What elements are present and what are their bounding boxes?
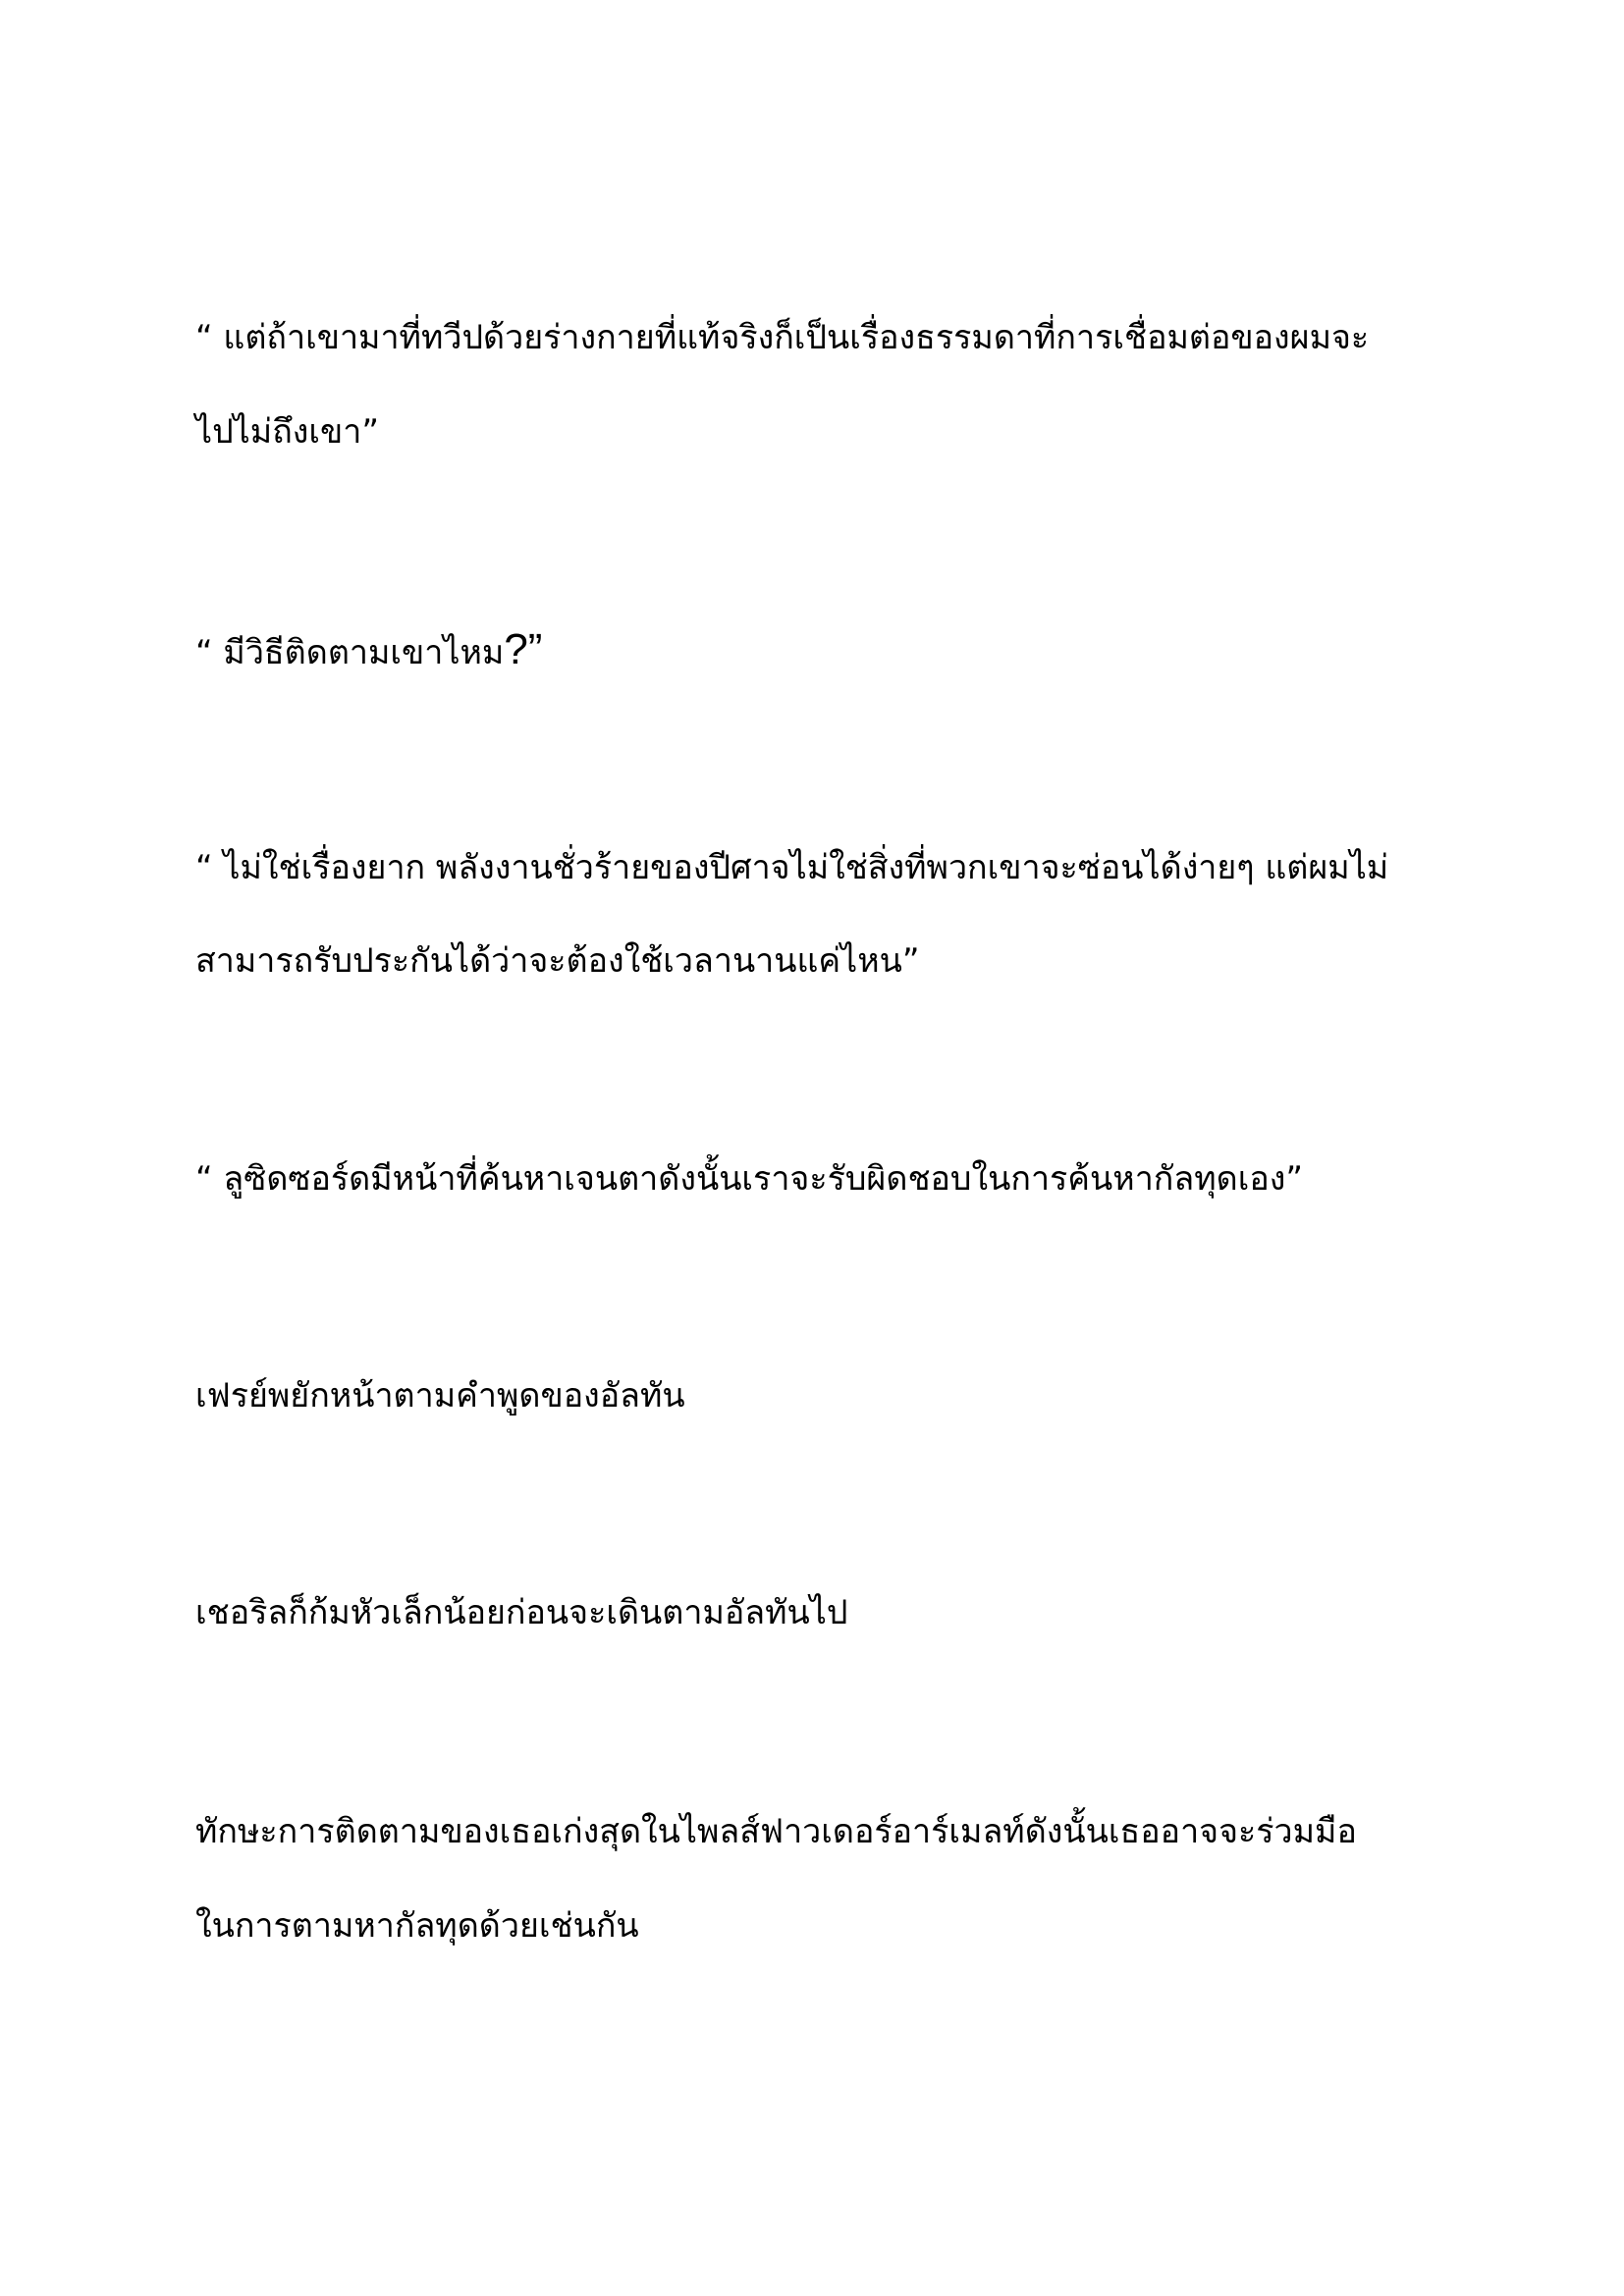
paragraph-7-line-1: ทักษะการติดตามของเธอเก่งสุดในไพลส์ฟาวเดอร์อาร์เมลท์ดังนั้นเธออาจจะร่วมมือ — [195, 1812, 1357, 1851]
paragraph-4-line-1: “ ลูซิดซอร์ดมีหน้าที่ค้นหาเจนตาดังนั้นเราจะรับผิดชอบในการค้นหากัลทุดเอง” — [195, 1159, 1303, 1199]
paragraph-3-line-1: “ ไม่ใช่เรื่องยาก พลังงานชั่วร้ายของปีศาจไม่ใช่สิ่งที่พวกเขาจะซ่อนได้ง่ายๆ แต่ผมไม่ — [195, 848, 1389, 887]
paragraph-5-line-1: เฟรย์พยักหน้าตามคำพูดของอัลทัน — [195, 1376, 685, 1415]
paragraph-2-text: “ มีวิธีติดตามเขาไหม — [195, 633, 505, 672]
paragraph-6-line-1: เชอริลก็ก้มหัวเล็กน้อยก่อนจะเดินตามอัลทันไป — [195, 1593, 848, 1632]
paragraph-2-end-mark: ?” — [504, 625, 543, 673]
paragraph-1-line-2: ไปไม่ถึงเขา” — [195, 412, 379, 452]
paragraph-7-line-2: ในการตามหากัลทุดด้วยเช่นกัน — [195, 1906, 639, 1946]
paragraph-1-line-1: “ แต่ถ้าเขามาที่ทวีปด้วยร่างกายที่แท้จริงก็เป็นเรื่องธรรมดาที่การเชื่อมต่อของผมจะ — [195, 318, 1370, 357]
paragraph-3-line-2: สามารถรับประกันได้ว่าจะต้องใช้เวลานานแค่ไหน” — [195, 941, 920, 981]
paragraph-2 — [195, 625, 1472, 674]
